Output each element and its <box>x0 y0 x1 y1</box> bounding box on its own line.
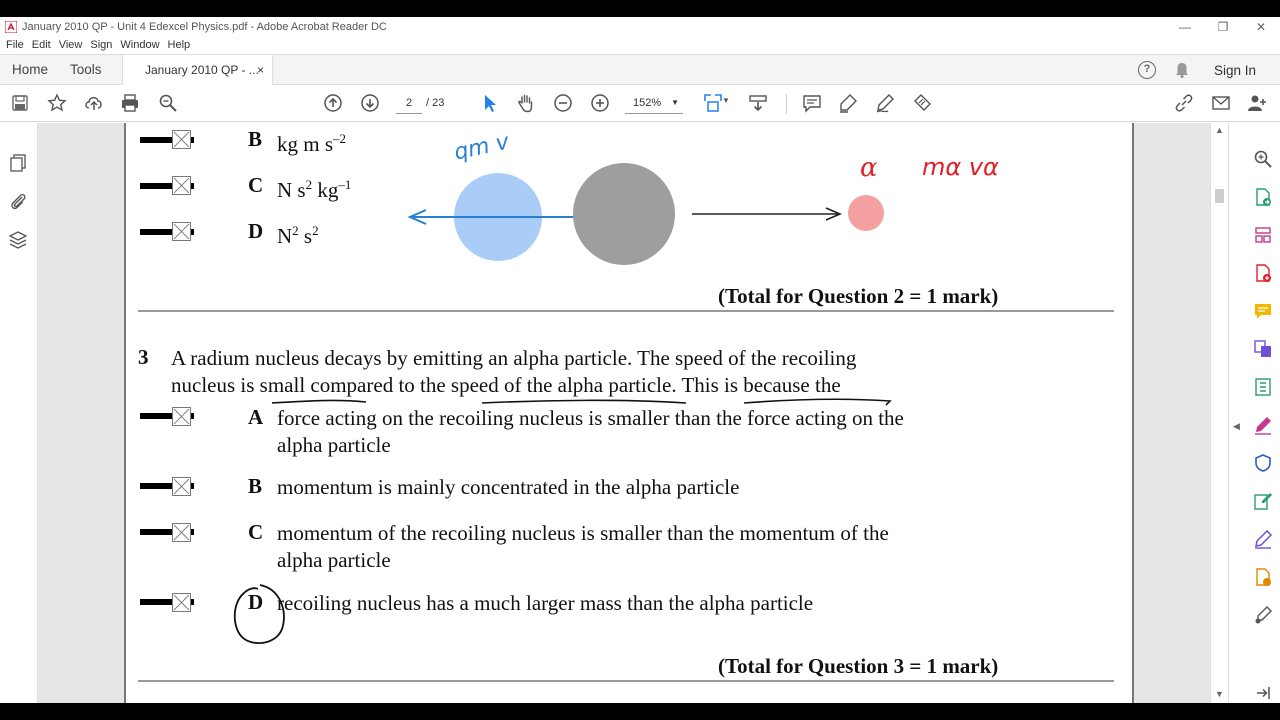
q2-option-text-b: kg m $s^{-2}$ <box>277 131 347 156</box>
q3-number: 3 <box>138 345 149 369</box>
next-page-icon[interactable] <box>360 93 380 113</box>
answer-checkbox-d[interactable] <box>172 593 191 612</box>
page-total: / 23 <box>426 97 445 109</box>
q3-option-letter-c: C <box>248 520 264 544</box>
compress-icon[interactable] <box>1253 377 1273 397</box>
sign-in-link[interactable]: Sign In <box>1214 63 1257 78</box>
handwritten-alpha-momentum-label: mα vα <box>922 153 999 181</box>
collapse-panel-icon[interactable] <box>1253 683 1273 703</box>
print-icon[interactable] <box>120 93 140 113</box>
attachment-icon[interactable] <box>8 191 28 211</box>
close-window-button[interactable]: ✕ <box>1255 20 1267 34</box>
q2-total: (Total for Question 2 = 1 mark) <box>718 284 999 308</box>
comment-icon[interactable] <box>802 93 822 113</box>
bookmark-star-icon[interactable] <box>47 93 67 113</box>
answer-checkbox-d[interactable] <box>172 222 191 241</box>
question-divider <box>138 310 1114 312</box>
tab-document-label: January 2010 QP - ... <box>145 63 259 77</box>
answer-checkbox-c[interactable] <box>172 176 191 195</box>
expand-tools-pane-icon[interactable]: ◀ <box>1233 421 1240 431</box>
search-icon[interactable] <box>1253 149 1273 169</box>
toolbar <box>0 85 1280 122</box>
handwritten-alpha-label: α <box>860 153 878 183</box>
scrollbar-thumb[interactable] <box>1215 189 1224 203</box>
alpha-velocity-arrow <box>692 208 840 220</box>
organize-pages-icon[interactable] <box>1253 225 1273 245</box>
q3-option-letter-a: A <box>248 405 264 429</box>
q3-total: (Total for Question 3 = 1 mark) <box>718 654 999 678</box>
q2-option-letter-d: D <box>248 219 264 243</box>
scroll-down-icon[interactable]: ▼ <box>1215 689 1224 699</box>
chevron-down-icon: ▼ <box>671 98 679 107</box>
toolbar-divider <box>786 94 787 114</box>
add-user-icon[interactable] <box>1247 93 1267 113</box>
q3-option-a-line2: alpha particle <box>277 433 391 457</box>
fit-page-icon[interactable] <box>703 93 723 113</box>
parent-nucleus-circle <box>573 163 675 265</box>
zoom-out-icon[interactable] <box>553 93 573 113</box>
sign-icon[interactable] <box>1253 529 1273 549</box>
request-signature-icon[interactable] <box>1253 567 1273 587</box>
minimize-button[interactable]: — <box>1179 20 1191 34</box>
save-icon[interactable] <box>10 93 30 113</box>
menu-help[interactable]: Help <box>167 39 191 51</box>
select-arrow-icon[interactable] <box>480 93 500 113</box>
hand-icon[interactable] <box>516 93 536 113</box>
right-tools-pane <box>1228 123 1280 703</box>
title-bar <box>0 17 1280 37</box>
question-divider <box>138 680 1114 682</box>
alpha-particle-circle <box>848 195 884 231</box>
q2-option-letter-b: B <box>248 127 263 151</box>
q2-option-letter-c: C <box>248 173 264 197</box>
tab-document[interactable] <box>122 55 273 86</box>
q3-option-c-line1: momentum of the recoiling nucleus is smaller than the momentum of the <box>277 521 889 545</box>
menu-edit[interactable]: Edit <box>31 39 51 51</box>
share-link-icon[interactable] <box>1174 93 1194 113</box>
zoom-value: 152% <box>633 97 662 109</box>
q3-option-d-line1: recoiling nucleus has a much larger mass than the alpha particle <box>277 591 814 615</box>
search-zoom-icon[interactable] <box>158 93 178 113</box>
fill-sign-icon[interactable] <box>912 93 932 113</box>
answer-checkbox-c[interactable] <box>172 523 191 542</box>
pdf-page <box>124 123 1134 703</box>
q2-option-text-d: $N^2$ $s^2$ <box>277 223 319 248</box>
highlight-icon[interactable] <box>838 93 858 113</box>
menu-file[interactable]: File <box>6 39 24 51</box>
menu-bar <box>0 37 192 54</box>
zoom-level-select[interactable] <box>625 92 683 114</box>
help-icon[interactable]: ? <box>1138 61 1156 79</box>
handwritten-recoil-label: qm v <box>452 129 512 166</box>
comment-tool-icon[interactable] <box>1253 301 1273 321</box>
window-title: January 2010 QP - Unit 4 Edexcel Physics.pdf - Adobe Acrobat Reader DC <box>22 21 387 33</box>
tab-tools[interactable]: Tools <box>70 62 102 77</box>
upload-icon[interactable] <box>84 93 104 113</box>
q3-option-letter-d: D <box>248 590 264 614</box>
combine-files-icon[interactable] <box>1253 339 1273 359</box>
close-tab-icon[interactable]: × <box>256 63 264 77</box>
q3-stem-line2: nucleus is small compared to the speed of the alpha particle. This is because the <box>171 373 841 397</box>
layers-icon[interactable] <box>8 230 28 250</box>
prev-page-icon[interactable] <box>323 93 343 113</box>
q2-option-text-c: N $s^2$ $kg^{-1}$ <box>277 177 352 202</box>
more-tools-icon[interactable] <box>1253 605 1273 625</box>
tab-bar <box>0 54 1280 85</box>
menu-view[interactable]: View <box>58 39 83 51</box>
tab-home[interactable]: Home <box>12 62 49 77</box>
answer-checkbox-a[interactable] <box>172 407 191 426</box>
zoom-in-icon[interactable] <box>590 93 610 113</box>
menu-sign[interactable]: Sign <box>90 39 113 51</box>
left-navigation-pane <box>0 123 38 703</box>
q3-option-a-line1: force acting on the recoiling nucleus is smaller than the force acting on the <box>277 406 904 430</box>
restore-button[interactable]: ❐ <box>1217 20 1229 34</box>
export-pdf-icon[interactable] <box>1253 187 1273 207</box>
fit-dropdown-caret-icon[interactable]: ▼ <box>722 96 730 105</box>
window-controls <box>1166 17 1280 37</box>
scroll-mode-icon[interactable] <box>748 93 768 113</box>
acrobat-window <box>0 17 1280 703</box>
create-pdf-icon[interactable] <box>1253 263 1273 283</box>
bell-icon[interactable] <box>1173 61 1191 79</box>
acrobat-logo-icon <box>5 21 17 33</box>
fill-sign-tool-icon[interactable] <box>1253 415 1273 435</box>
answer-checkbox-b[interactable] <box>172 477 191 496</box>
draw-icon[interactable] <box>875 93 895 113</box>
menu-window[interactable]: Window <box>120 39 160 51</box>
q3-stem-line1: A radium nucleus decays by emitting an alpha particle. The speed of the recoiling <box>171 346 857 370</box>
page-number-input[interactable]: 2 <box>396 92 422 114</box>
pages-icon[interactable] <box>8 153 28 173</box>
q3-option-b-line1: momentum is mainly concentrated in the alpha particle <box>277 475 740 499</box>
vertical-scrollbar[interactable] <box>1210 123 1228 703</box>
edit-pdf-icon[interactable] <box>1253 491 1273 511</box>
scroll-up-icon[interactable]: ▲ <box>1215 125 1224 135</box>
handwritten-answer-circle <box>230 581 290 651</box>
q3-option-letter-b: B <box>248 474 263 498</box>
document-viewer[interactable] <box>38 123 1228 703</box>
email-icon[interactable] <box>1211 93 1231 113</box>
answer-checkbox-b[interactable] <box>172 130 191 149</box>
protect-icon[interactable] <box>1253 453 1273 473</box>
q3-option-c-line2: alpha particle <box>277 548 391 572</box>
